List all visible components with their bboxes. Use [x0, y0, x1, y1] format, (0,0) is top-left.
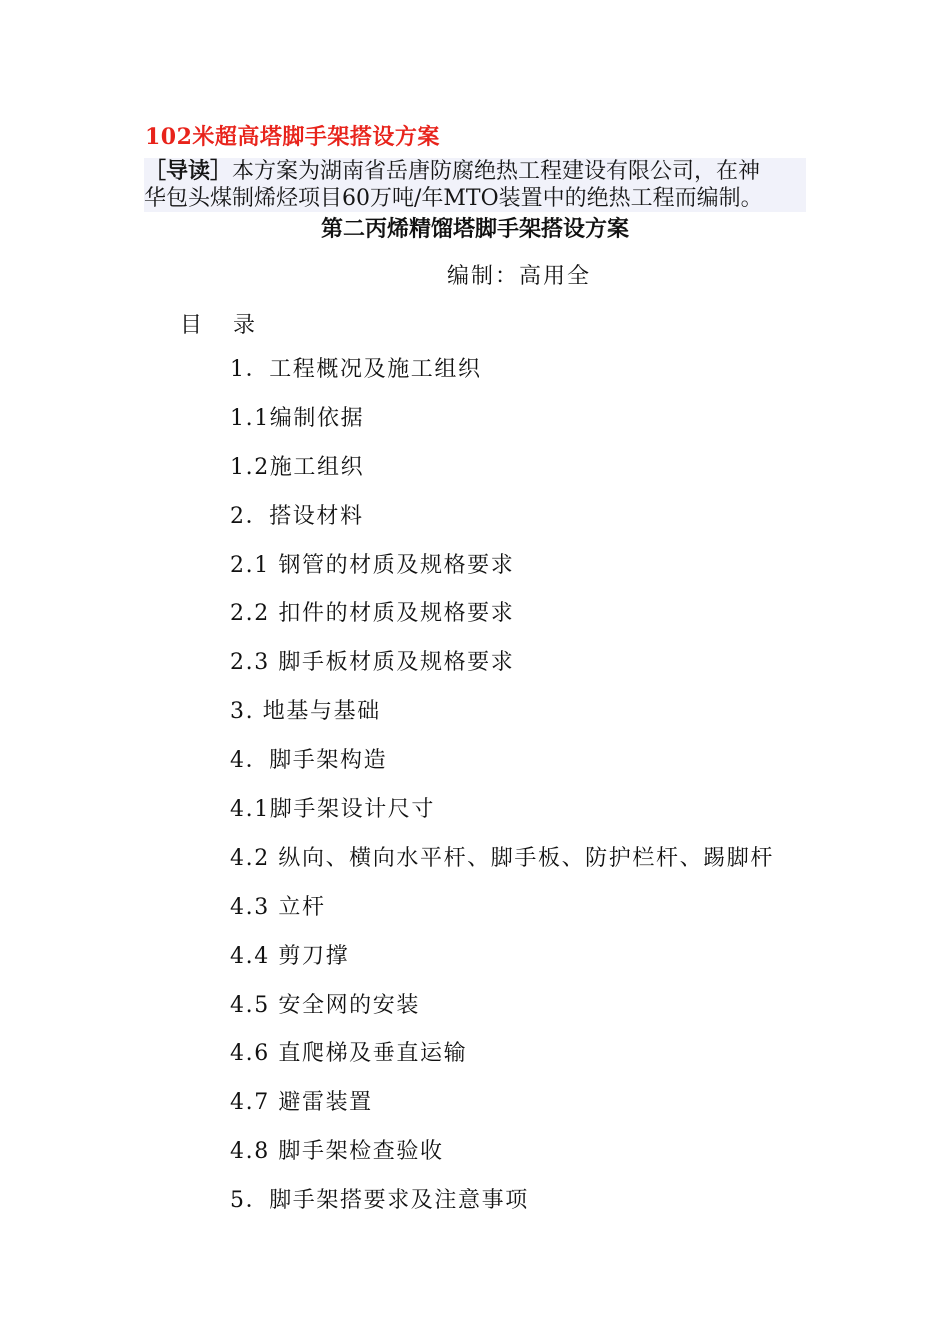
intro-paragraph — [144, 158, 806, 212]
toc-item: 2．搭设材料 — [230, 503, 364, 529]
author-line: 编制：高用全 — [446, 264, 591, 289]
toc-heading: 目 录 — [180, 313, 267, 338]
toc-item: 2.1 钢管的材质及规格要求 — [230, 552, 515, 578]
toc-item: 4.5 安全网的安装 — [230, 992, 420, 1018]
toc-item: 4.4 剪刀撑 — [230, 943, 350, 969]
toc-item: 4.2 纵向、横向水平杆、脚手板、防护栏杆、踢脚杆 — [230, 845, 774, 871]
toc-item: 4．脚手架构造 — [230, 748, 388, 774]
toc-item: 4.1脚手架设计尺寸 — [230, 797, 435, 823]
table-of-contents — [230, 356, 774, 1236]
toc-item: 5．脚手架搭要求及注意事项 — [230, 1188, 529, 1214]
document-red-title: 102米超高塔脚手架搭设方案 — [145, 124, 440, 150]
toc-item: 1．工程概况及施工组织 — [230, 357, 482, 382]
toc-item: 4.6 直爬梯及垂直运输 — [230, 1041, 468, 1067]
toc-item: 4.7 避雷装置 — [230, 1090, 373, 1116]
intro-line-2: 华包头煤制烯烃项目60万吨/年MTO装置中的绝热工程而编制。 — [144, 186, 763, 211]
toc-item: 1.2施工组织 — [230, 454, 365, 480]
intro-line-1-text: 本方案为湖南省岳唐防腐绝热工程建设有限公司，在神 — [232, 159, 761, 184]
toc-item: 1.1编制依据 — [230, 405, 365, 431]
main-title: 第二丙烯精馏塔脚手架搭设方案 — [320, 216, 629, 242]
toc-item: 4.8 脚手架检查验收 — [230, 1139, 444, 1165]
intro-line-1 — [144, 158, 806, 185]
toc-item: 2.2 扣件的材质及规格要求 — [230, 601, 515, 627]
toc-item: 4.3 立杆 — [230, 894, 326, 920]
toc-item: 3. 地基与基础 — [230, 699, 381, 725]
toc-item: 2.3 脚手板材质及规格要求 — [230, 650, 515, 676]
intro-tag: ［导读］ — [144, 158, 233, 184]
